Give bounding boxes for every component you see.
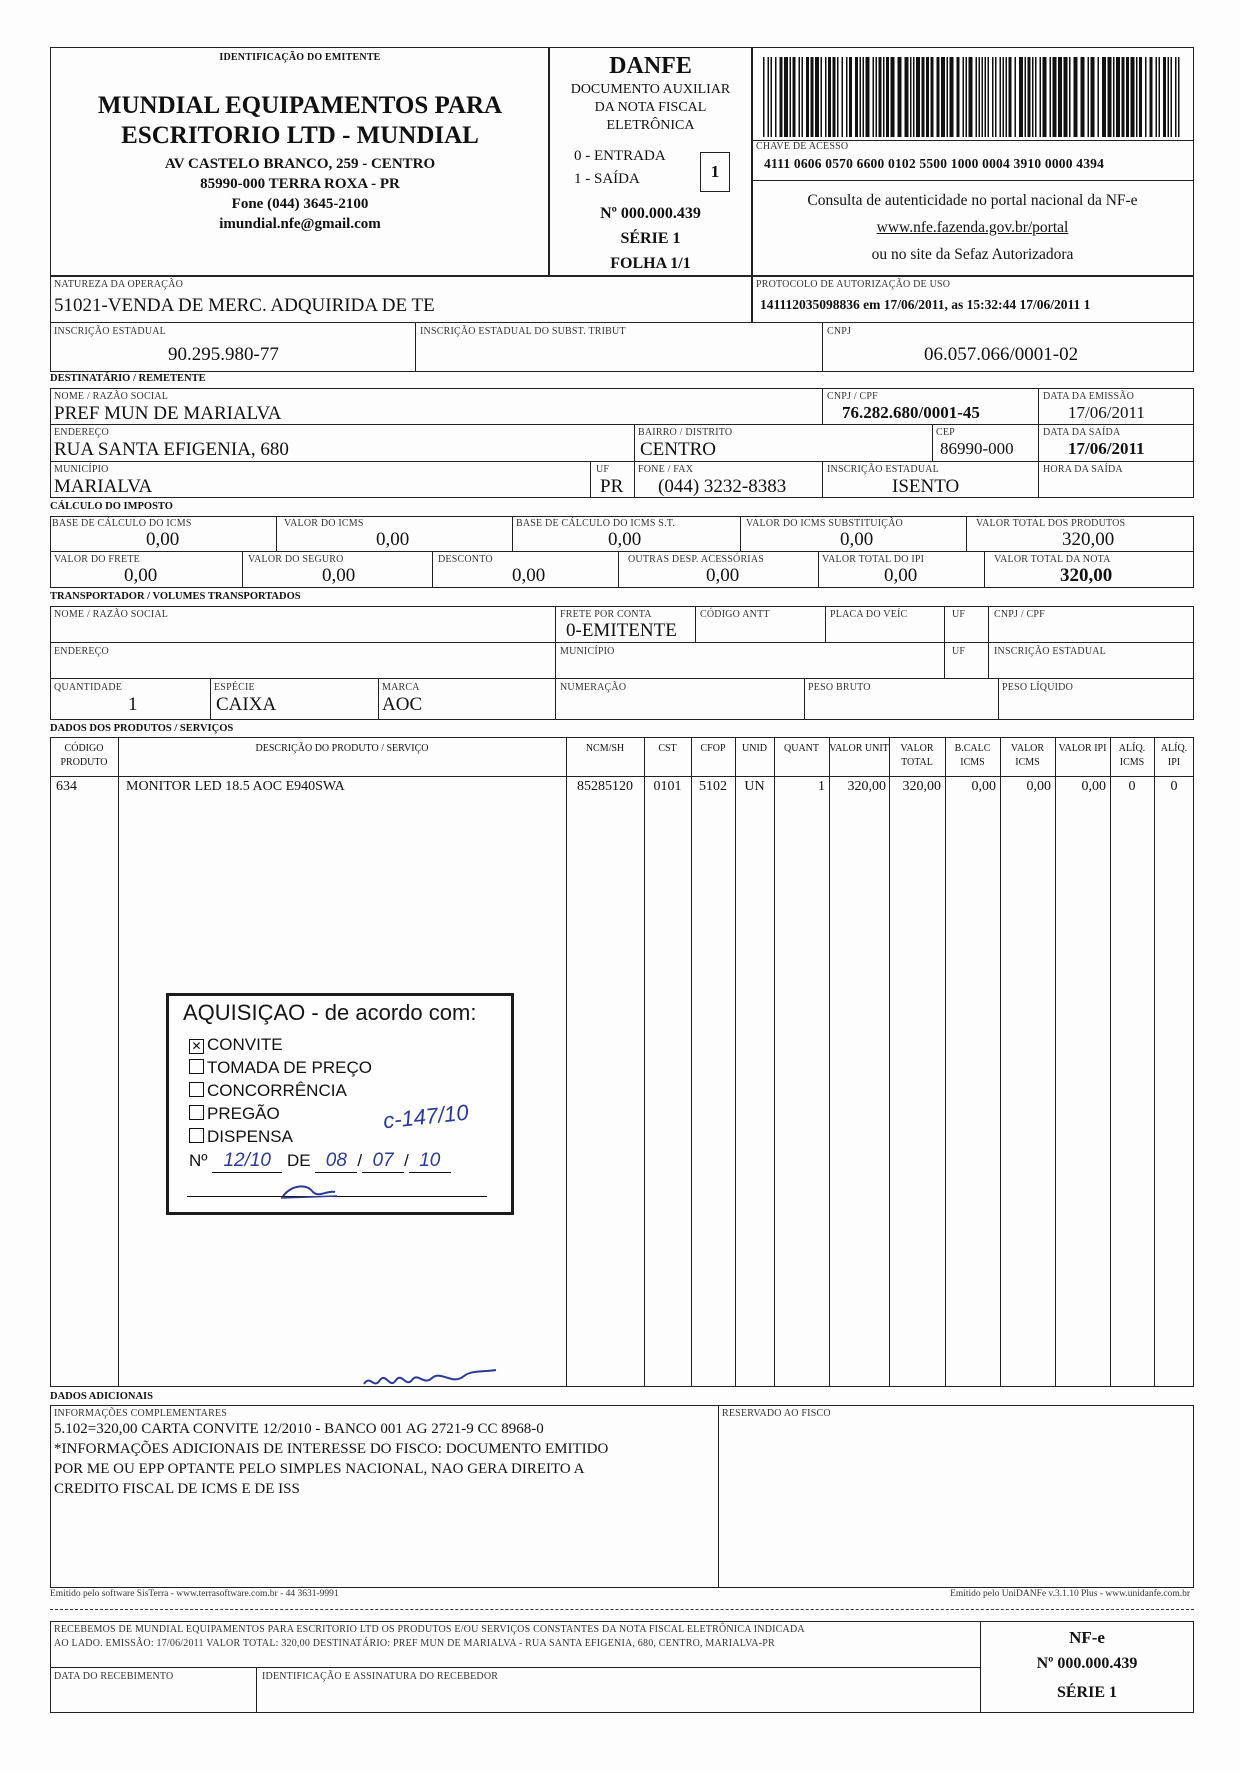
stamp-option-dispensa: DISPENSA: [189, 1125, 372, 1148]
row-vtotal: 320,00: [902, 779, 941, 794]
danfe-tipo: 1: [710, 162, 720, 181]
emitente-address: AV CASTELO BRANCO, 259 - CENTRO: [164, 156, 436, 172]
transp-especie-label: ESPÉCIE: [214, 682, 255, 693]
transportador-section: TRANSPORTADOR / VOLUMES TRANSPORTADOS: [50, 591, 301, 602]
dest-nome-label: NOME / RAZÃO SOCIAL: [54, 391, 169, 402]
barcode-bar: [910, 57, 912, 137]
danfe-subtitle-3: ELETRÔNICA: [606, 118, 695, 133]
barcode-bar: [1064, 57, 1068, 137]
cnpj-label: CNPJ: [827, 326, 852, 337]
dest-cep: 86990-000: [940, 439, 1014, 458]
barcode-bar: [1168, 57, 1170, 137]
row-bcalc: 0,00: [971, 779, 996, 794]
barcode-bar: [846, 57, 848, 137]
stamp-option-tomada: TOMADA DE PREÇO: [189, 1056, 372, 1079]
barcode-bar: [1139, 57, 1142, 137]
barcode-bar: [1035, 57, 1037, 137]
barcode-bar: [837, 57, 839, 137]
consulta-2[interactable]: www.nfe.fazenda.gov.br/portal: [876, 219, 1069, 236]
barcode-bar: [898, 57, 902, 137]
barcode-bar: [966, 57, 968, 137]
base-icms: 0,00: [146, 529, 180, 550]
barcode-bar: [1053, 57, 1057, 137]
dest-cep-label: CEP: [936, 427, 955, 438]
total-prod: 320,00: [1062, 529, 1115, 550]
barcode-bar: [768, 57, 770, 137]
row-vunit: 320,00: [847, 779, 886, 794]
barcode-bar: [941, 57, 945, 137]
transp-cnpj-label: CNPJ / CPF: [994, 609, 1045, 620]
transp-qtd-label: QUANTIDADE: [54, 682, 123, 693]
aquisicao-stamp: [166, 993, 514, 1215]
total-nota-label: VALOR TOTAL DA NOTA: [994, 554, 1111, 565]
row-aliq-icms: 0: [1128, 779, 1136, 794]
canhoto-nfe: NF-e: [1069, 1628, 1105, 1647]
barcode-bar: [833, 57, 836, 137]
col-bcalc: B.CALC ICMS: [954, 743, 991, 768]
natureza-label: NATUREZA DA OPERAÇÃO: [54, 279, 184, 290]
info-label: INFORMAÇÕES COMPLEMENTARES: [54, 1408, 228, 1419]
danfe-folha: FOLHA 1/1: [610, 255, 691, 272]
barcode-bar: [985, 57, 987, 137]
barcode-bar: [969, 57, 973, 137]
barcode-bar: [931, 57, 934, 137]
barcode-bar: [1088, 57, 1090, 137]
col-cfop: CFOP: [700, 743, 726, 754]
dest-ie: ISENTO: [892, 476, 960, 497]
stamp-date-d: 08: [315, 1150, 357, 1173]
dest-saida: 17/06/2011: [1068, 439, 1145, 458]
barcode-bar: [957, 57, 960, 137]
dest-uf-label: UF: [596, 464, 610, 475]
transp-uf2-label: UF: [952, 646, 966, 657]
dest-emissao: 17/06/2011: [1068, 403, 1145, 422]
barcode-bar: [1131, 57, 1135, 137]
barcode-bar: [790, 57, 792, 137]
transp-endereco-label: ENDEREÇO: [54, 646, 109, 657]
barcode-bar: [815, 57, 819, 137]
canhoto-text-2: AO LADO. EMISSÃO: 17/06/2011 VALOR TOTAL: 320,00 DESTINATÁRIO: PREF MUN DE MARIALVA - RUA SANTA EFIGENIA, 680, CENTRO, MARIALVA-PR: [54, 1638, 775, 1649]
barcode-bar: [1098, 57, 1100, 137]
barcode-bar: [873, 57, 875, 137]
transp-marca-label: MARCA: [382, 682, 420, 693]
barcode-bar: [780, 57, 783, 137]
canhoto-numero: Nº 000.000.439: [1036, 1655, 1138, 1672]
emitente-section-label: IDENTIFICAÇÃO DO EMITENTE: [219, 52, 381, 63]
transp-peso-bruto-label: PESO BRUTO: [808, 682, 871, 693]
danfe-serie: SÉRIE 1: [620, 230, 681, 247]
reservado-label: RESERVADO AO FISCO: [722, 1408, 831, 1419]
seguro-value: 0,00: [322, 565, 356, 586]
dest-cnpj: 76.282.680/0001-45: [842, 403, 980, 422]
checkbox-icon: [189, 1128, 204, 1143]
dest-bairro-label: BAIRRO / DISTRITO: [638, 427, 733, 438]
barcode-bar: [937, 57, 940, 137]
valor-icms-label: VALOR DO ICMS: [284, 518, 364, 529]
icms-st-label: VALOR DO ICMS SUBSTITUIÇÃO: [746, 518, 903, 529]
ie-st-label: INSCRIÇÃO ESTADUAL DO SUBST. TRIBUT: [420, 326, 626, 337]
col-vipi: VALOR IPI: [1058, 743, 1107, 754]
barcode-bar: [793, 57, 796, 137]
footer-left: Emitido pelo software SisTerra - www.terrasoftware.com.br - 44 3631-9991: [50, 1589, 339, 1599]
barcode-bar: [1050, 57, 1052, 137]
dest-bairro: CENTRO: [640, 439, 716, 460]
barcode-bar: [963, 57, 965, 137]
barcode-bar: [842, 57, 844, 137]
col-codigo: CÓDIGO PRODUTO: [60, 743, 108, 768]
stamp-title: AQUISIÇAO - de acordo com:: [183, 1000, 477, 1025]
transp-ie-label: INSCRIÇÃO ESTADUAL: [994, 646, 1106, 657]
barcode-bar: [802, 57, 804, 137]
consulta-3: ou no site da Sefaz Autorizadora: [871, 246, 1074, 263]
col-unid: UNID: [742, 743, 767, 754]
barcode-bar: [992, 57, 994, 137]
barcode-bar: [1081, 57, 1085, 137]
transp-qtd: 1: [128, 694, 138, 715]
barcode-bar: [1126, 57, 1129, 137]
barcode-bar: [763, 57, 765, 137]
barcode-bar: [891, 57, 895, 137]
barcode-bar: [1171, 57, 1173, 137]
chave-value: 4111 0606 0570 6600 0102 5500 1000 0004 3910 0000 4394: [764, 156, 1105, 171]
info-line-4: CREDITO FISCAL DE ICMS E DE ISS: [54, 1481, 300, 1497]
col-vunit: VALOR UNIT: [829, 743, 889, 754]
row-cfop: 5102: [699, 779, 727, 794]
row-codigo: 634: [56, 779, 77, 794]
col-aliq-ipi: ALÍQ. IPI: [1160, 743, 1188, 768]
danfe-entrada: 0 - ENTRADA: [574, 148, 666, 164]
emitente-name-2: ESCRITORIO LTD - MUNDIAL: [121, 122, 479, 149]
stamp-option-pregao: PREGÃO: [189, 1102, 372, 1125]
barcode-bar: [1136, 57, 1138, 137]
transp-peso-liquido-label: PESO LÍQUIDO: [1002, 682, 1074, 693]
barcode-bar: [1025, 57, 1027, 137]
adicionais-section: DADOS ADICIONAIS: [50, 1391, 153, 1402]
col-aliq-icms: ALÍQ. ICMS: [1118, 743, 1146, 768]
col-descricao: DESCRIÇÃO DO PRODUTO / SERVIÇO: [255, 743, 429, 754]
barcode-bar: [855, 57, 858, 137]
imposto-section: CÁLCULO DO IMPOSTO: [50, 501, 173, 512]
barcode-bar: [1091, 57, 1095, 137]
emitente-name-1: MUNDIAL EQUIPAMENTOS PARA: [97, 92, 503, 119]
transp-antt-label: CÓDIGO ANTT: [700, 609, 770, 620]
col-vicms: VALOR ICMS: [1010, 743, 1045, 768]
outras-value: 0,00: [706, 565, 740, 586]
col-vtotal: VALOR TOTAL: [900, 743, 934, 768]
barcode-bar: [883, 57, 885, 137]
transp-marca: AOC: [382, 694, 423, 715]
barcode-bar: [1006, 57, 1008, 137]
barcode-bar: [1175, 57, 1177, 137]
barcode-bar: [771, 57, 773, 137]
barcode-bar: [828, 57, 831, 137]
barcode-bar: [1108, 57, 1112, 137]
barcode-bar: [988, 57, 990, 137]
canhoto-data-label: DATA DO RECEBIMENTO: [54, 1671, 174, 1682]
base-st-label: BASE DE CÁLCULO DO ICMS S.T.: [516, 518, 676, 529]
row-unid: UN: [744, 779, 765, 794]
emitente-phone: Fone (044) 3645-2100: [231, 196, 369, 212]
stamp-no-value: 12/10: [212, 1150, 282, 1173]
footer-right: Emitido pelo UniDANFe v.3.1.10 Plus - www.unidanfe.com.br: [950, 1589, 1190, 1599]
stamp-date-y: 10: [409, 1150, 451, 1173]
dest-hora-label: HORA DA SAÍDA: [1043, 464, 1123, 475]
stamp-handwritten-ref: c-147/10: [381, 1099, 470, 1134]
produtos-section: DADOS DOS PRODUTOS / SERVIÇOS: [50, 723, 234, 734]
transp-frete-label: FRETE POR CONTA: [560, 609, 652, 620]
barcode: [763, 57, 1183, 139]
danfe-subtitle-1: DOCUMENTO AUXILIAR: [570, 82, 731, 97]
ie-value: 90.295.980-77: [168, 344, 279, 365]
protocolo-label: PROTOCOLO DE AUTORIZAÇÃO DE USO: [756, 279, 951, 290]
canhoto-serie: SÉRIE 1: [1056, 1684, 1118, 1701]
row-ncm: 85285120: [577, 779, 633, 794]
dest-emissao-label: DATA DA EMISSÃO: [1043, 391, 1135, 402]
cut-line: [50, 1609, 1194, 1610]
barcode-bar: [1113, 57, 1115, 137]
stamp-option-concorrencia: CONCORRÊNCIA: [189, 1079, 372, 1102]
barcode-bar: [775, 57, 777, 137]
barcode-bar: [799, 57, 801, 137]
barcode-bar: [866, 57, 870, 137]
barcode-bar: [784, 57, 788, 137]
barcode-bar: [1043, 57, 1047, 137]
barcode-bar: [886, 57, 889, 137]
seguro-label: VALOR DO SEGURO: [248, 554, 344, 565]
row-descricao: MONITOR LED 18.5 AOC E940SWA: [126, 779, 345, 794]
frete-label: VALOR DO FRETE: [54, 554, 140, 565]
col-ncm: NCM/SH: [585, 743, 625, 754]
danfe-saida: 1 - SAÍDA: [574, 171, 640, 187]
dest-ie-label: INSCRIÇÃO ESTADUAL: [827, 464, 939, 475]
row-aliq-ipi: 0: [1170, 779, 1178, 794]
total-prod-label: VALOR TOTAL DOS PRODUTOS: [976, 518, 1126, 529]
barcode-bar: [1058, 57, 1062, 137]
row-vipi: 0,00: [1081, 779, 1106, 794]
transp-especie: CAIXA: [216, 694, 277, 715]
canhoto-assinatura-label: IDENTIFICAÇÃO E ASSINATURA DO RECEBEDOR: [262, 1671, 499, 1682]
barcode-bar: [1178, 57, 1180, 137]
frete-value: 0,00: [124, 565, 158, 586]
stamp-signature: [279, 1182, 339, 1202]
barcode-bar: [1040, 57, 1042, 137]
chave-label: CHAVE DE ACESSO: [756, 141, 849, 152]
checkbox-icon: [189, 1105, 204, 1120]
outras-label: OUTRAS DESP. ACESSÓRIAS: [628, 554, 765, 565]
ie-label: INSCRIÇÃO ESTADUAL: [54, 326, 166, 337]
dest-uf: PR: [600, 476, 624, 497]
barcode-bar: [821, 57, 823, 137]
barcode-bar: [1000, 57, 1002, 137]
dest-municipio: MARIALVA: [54, 476, 153, 497]
base-st: 0,00: [608, 529, 642, 550]
barcode-bar: [806, 57, 809, 137]
barcode-bar: [976, 57, 978, 137]
icms-st: 0,00: [840, 529, 874, 550]
col-cst: CST: [658, 743, 677, 754]
dest-endereco: RUA SANTA EFIGENIA, 680: [54, 439, 289, 460]
transp-placa-label: PLACA DO VEÍC: [830, 609, 908, 620]
barcode-bar: [926, 57, 929, 137]
barcode-bar: [947, 57, 949, 137]
barcode-bar: [1156, 57, 1158, 137]
dest-municipio-label: MUNICÍPIO: [54, 464, 109, 475]
transp-municipio-label: MUNICÍPIO: [560, 646, 615, 657]
valor-icms: 0,00: [376, 529, 410, 550]
barcode-bar: [1102, 57, 1106, 137]
barcode-bar: [876, 57, 878, 137]
checkbox-icon: [189, 1082, 204, 1097]
row-quant: 1: [818, 779, 825, 794]
barcode-bar: [995, 57, 997, 137]
barcode-bar: [979, 57, 981, 137]
barcode-bar: [905, 57, 909, 137]
cnpj-value: 06.057.066/0001-02: [924, 344, 1079, 365]
barcode-bar: [1032, 57, 1034, 137]
dest-fone-label: FONE / FAX: [638, 464, 694, 475]
barcode-bar: [1145, 57, 1147, 137]
base-icms-label: BASE DE CÁLCULO DO ICMS: [52, 518, 192, 529]
barcode-bar: [1015, 57, 1017, 137]
transp-nome-label: NOME / RAZÃO SOCIAL: [54, 609, 169, 620]
barcode-bar: [950, 57, 954, 137]
barcode-bar: [916, 57, 920, 137]
barcode-bar: [1069, 57, 1071, 137]
barcode-bar: [1003, 57, 1005, 137]
transp-numeracao-label: NUMERAÇÃO: [560, 682, 627, 693]
barcode-bar: [913, 57, 915, 137]
barcode-bar: [1159, 57, 1161, 137]
natureza-value: 51021-VENDA DE MERC. ADQUIRIDA DE TE: [54, 295, 435, 316]
danfe-subtitle-2: DA NOTA FISCAL: [594, 100, 707, 115]
barcode-bar: [863, 57, 865, 137]
barcode-bar: [1150, 57, 1153, 137]
barcode-bar: [1122, 57, 1125, 137]
stamp-option-convite: ✕ CONVITE: [189, 1033, 372, 1056]
canhoto-text-1: RECEBEMOS DE MUNDIAL EQUIPAMENTOS PARA ESCRITORIO LTD OS PRODUTOS E/OU SERVIÇOS CONSTANTES DA NOTA FISCAL ELETRÔNICA INDICADA: [54, 1624, 805, 1635]
danfe-numero: Nº 000.000.439: [600, 205, 701, 222]
checked-box-icon: ✕: [189, 1039, 204, 1054]
signature-scribble: [360, 1364, 500, 1394]
barcode-bar: [879, 57, 882, 137]
dest-nome: PREF MUN DE MARIALVA: [54, 403, 282, 424]
emitente-email: imundial.nfe@gmail.com: [219, 216, 381, 232]
row-vicms: 0,00: [1026, 779, 1051, 794]
barcode-bar: [1028, 57, 1031, 137]
transp-uf-label: UF: [952, 609, 966, 620]
total-nota: 320,00: [1060, 565, 1113, 586]
barcode-bar: [825, 57, 827, 137]
barcode-bar: [1019, 57, 1023, 137]
col-quant: QUANT: [784, 743, 819, 754]
info-line-3: POR ME OU EPP OPTANTE PELO SIMPLES NACIONAL, NAO GERA DIREITO A: [54, 1461, 585, 1477]
desconto-value: 0,00: [512, 565, 546, 586]
desconto-label: DESCONTO: [438, 554, 493, 565]
barcode-bar: [849, 57, 852, 137]
dest-endereco-label: ENDEREÇO: [54, 427, 109, 438]
barcode-bar: [860, 57, 862, 137]
row-cst: 0101: [653, 779, 682, 794]
barcode-bar: [1116, 57, 1120, 137]
danfe-title: DANFE: [609, 53, 692, 79]
info-line-1: 5.102=320,00 CARTA CONVITE 12/2010 - BANCO 001 AG 2721-9 CC 8968-0: [54, 1421, 544, 1437]
protocolo-value: 141112035098836 em 17/06/2011, as 15:32:44 17/06/2011 1: [760, 297, 1091, 312]
destinatario-section: DESTINATÁRIO / REMETENTE: [50, 373, 206, 384]
info-line-2: *INFORMAÇÕES ADICIONAIS DE INTERESSE DO FISCO: DOCUMENTO EMITIDO: [54, 1441, 609, 1457]
ipi-label: VALOR TOTAL DO IPI: [822, 554, 925, 565]
barcode-bar: [1009, 57, 1012, 137]
barcode-bar: [811, 57, 814, 137]
barcode-bar: [922, 57, 925, 137]
barcode-bar: [982, 57, 984, 137]
ipi-value: 0,00: [884, 565, 918, 586]
stamp-date-m: 07: [362, 1150, 404, 1173]
checkbox-icon: [189, 1059, 204, 1074]
stamp-number-line: Nº 12/10 DE 08 / 07 / 10: [189, 1150, 451, 1173]
dest-cnpj-label: CNPJ / CPF: [827, 391, 878, 402]
barcode-bar: [1074, 57, 1078, 137]
dest-saida-label: DATA DA SAÍDA: [1043, 427, 1121, 438]
dest-fone: (044) 3232-8383: [658, 476, 787, 497]
emitente-city: 85990-000 TERRA ROXA - PR: [200, 176, 400, 192]
transp-frete: 0-EMITENTE: [566, 620, 677, 641]
barcode-bar: [1163, 57, 1166, 137]
consulta-1: Consulta de autenticidade no portal nacional da NF-e: [807, 192, 1138, 209]
